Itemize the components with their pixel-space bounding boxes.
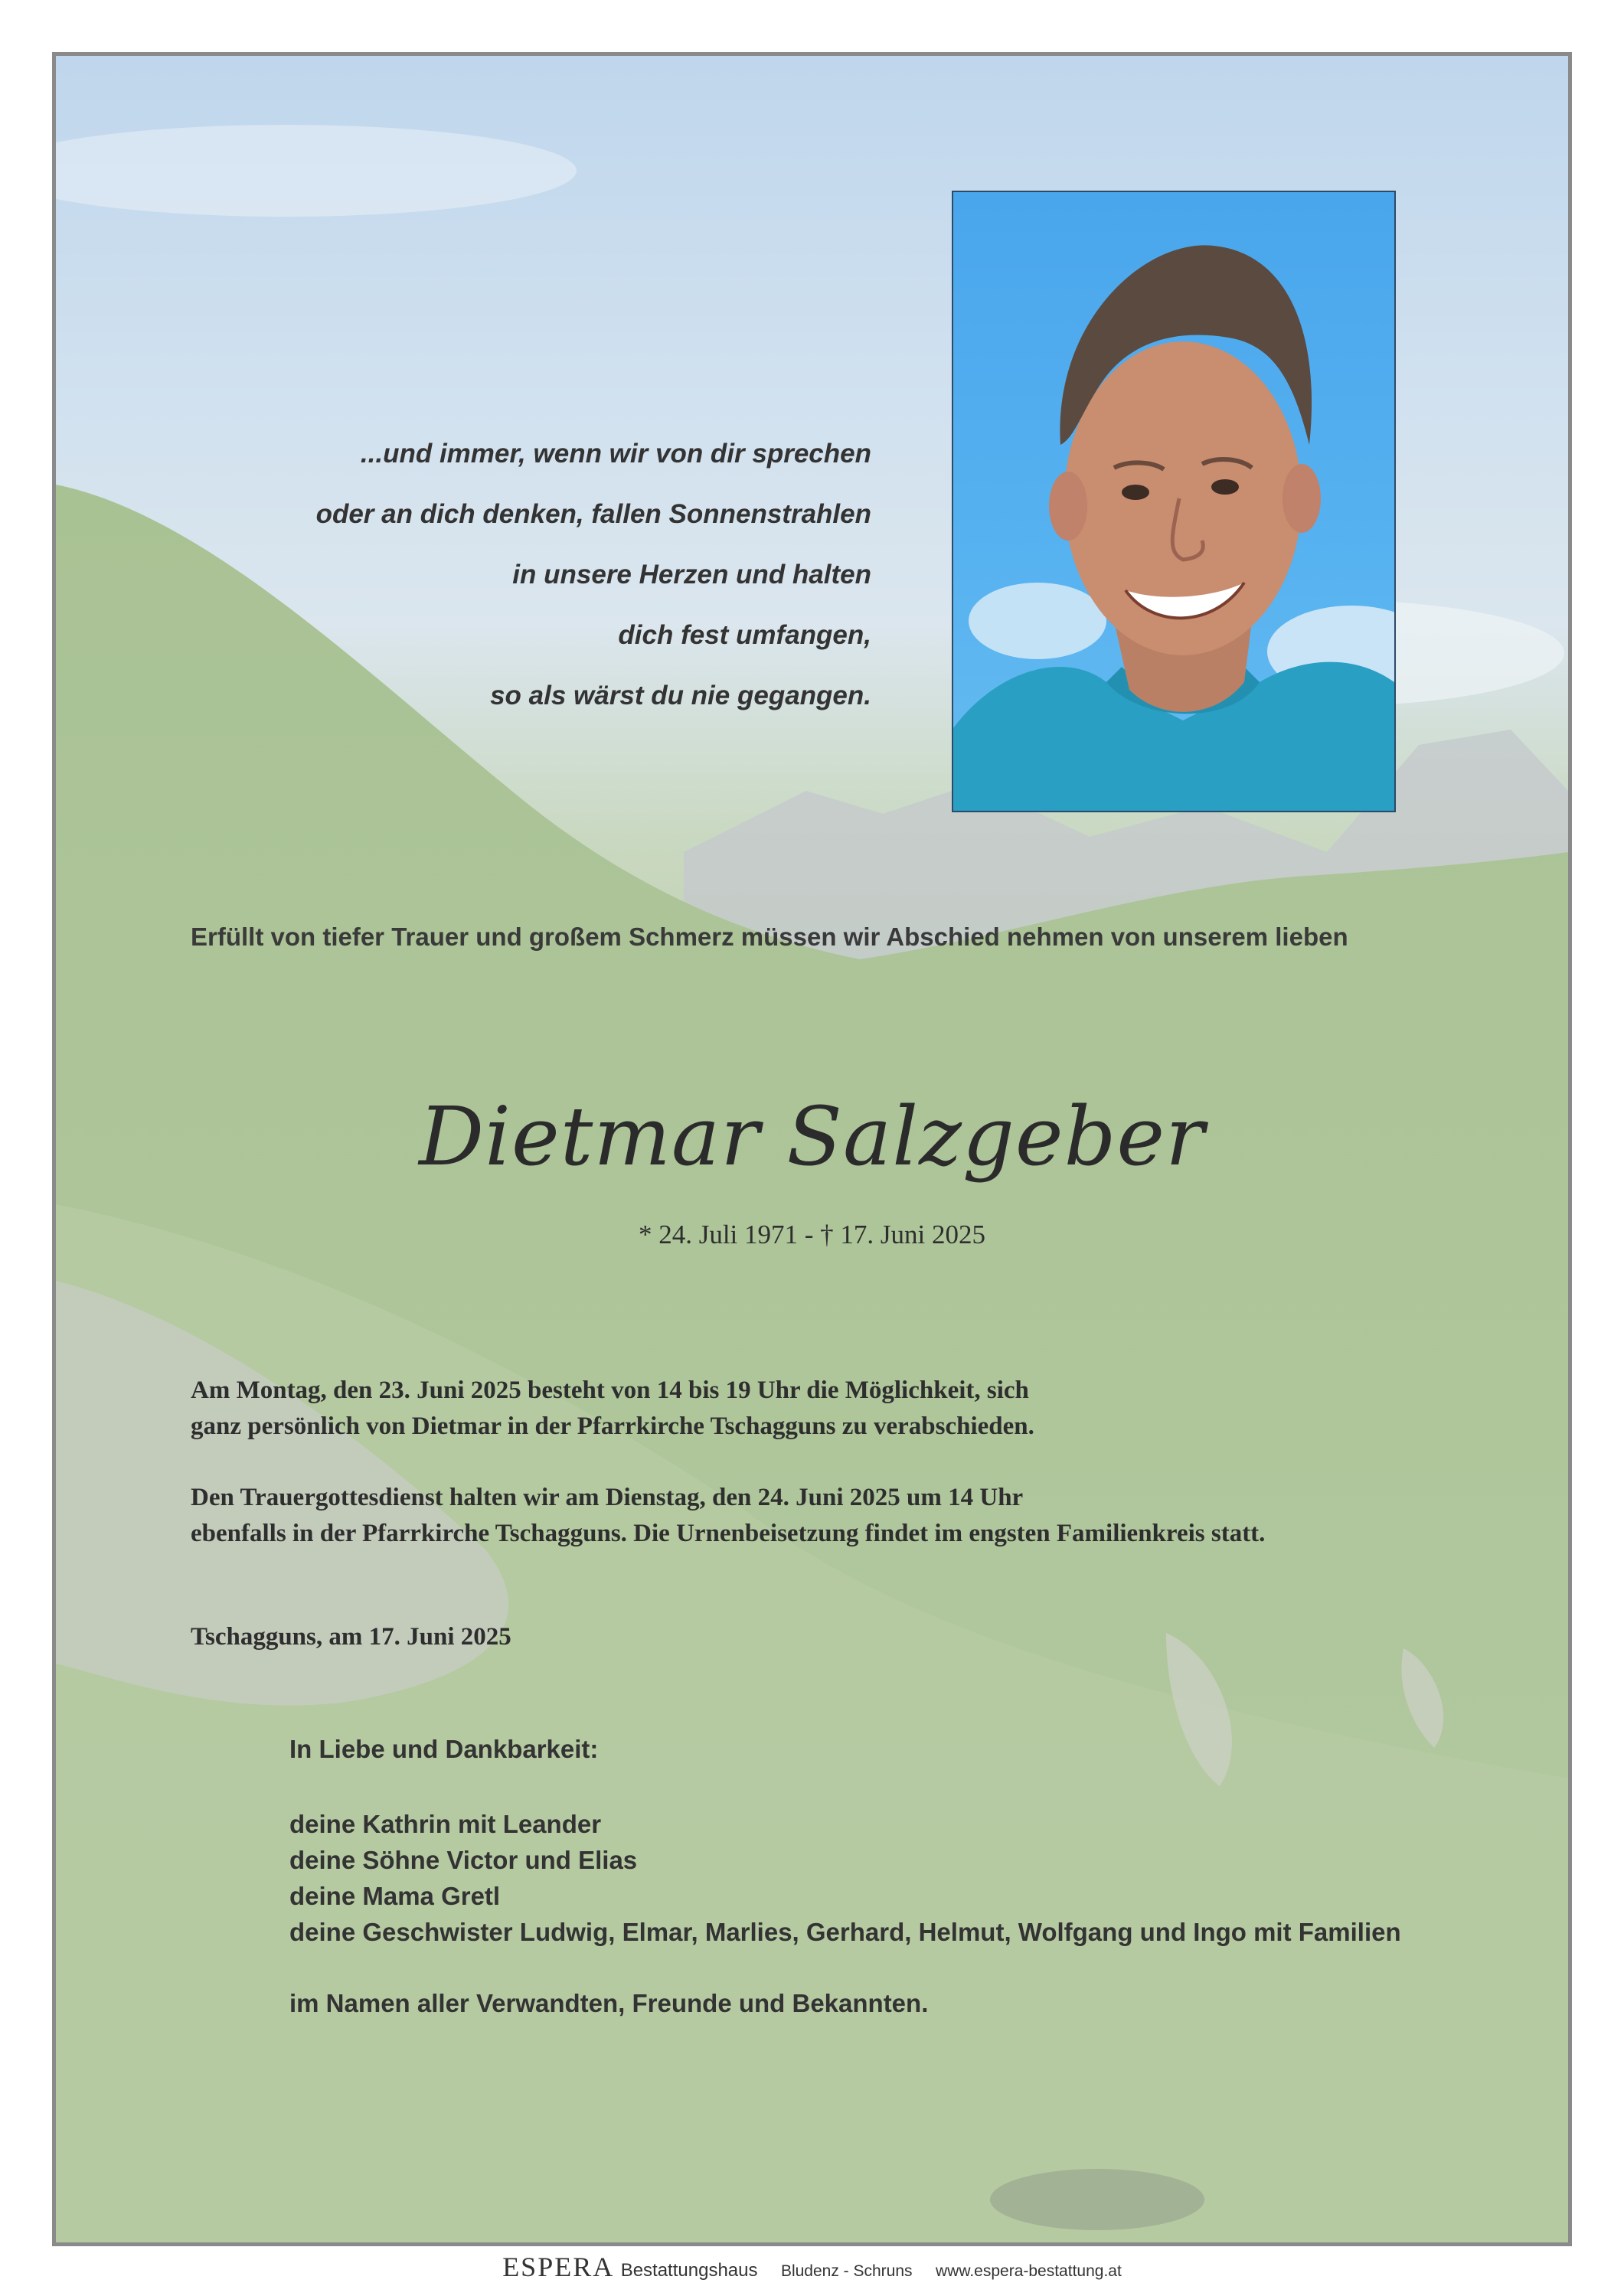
mourners-heading: [289, 1731, 1572, 1767]
funeral-home-brand: ESPERA: [502, 2252, 615, 2282]
visitation-paragraph: [191, 1373, 1569, 1445]
life-dates: * 24. Juli 1971 - † 17. Juni 2025: [638, 1220, 986, 1249]
poem-line: ...und immer, wenn wir von dir sprechen: [360, 439, 871, 469]
poem-line: oder an dich denken, fallen Sonnenstrahlen: [315, 499, 871, 529]
service-paragraph: [191, 1480, 1569, 1552]
funeral-home-website[interactable]: www.espera-bestattung.at: [935, 2262, 1122, 2280]
mourners-closing-text: im Namen aller Verwandten, Freunde und Bekannten.: [289, 1989, 929, 2017]
funeral-home-brand-suffix: Bestattungshaus: [620, 2260, 758, 2281]
place-date-text: Tschagguns, am 17. Juni 2025: [191, 1623, 511, 1651]
portrait-photo: [952, 191, 1396, 812]
poem-line: in unsere Herzen und halten: [512, 560, 871, 590]
deceased-name: Dietmar Salzgeber: [419, 1089, 1205, 1184]
mourner-entry: deine Mama Gretl: [289, 1882, 501, 1910]
mourners-closing: [289, 1985, 1572, 2021]
obituary-frame: [52, 52, 1572, 2246]
mourner-entry: deine Geschwister Ludwig, Elmar, Marlies, Gerhard, Helmut, Wolfgang und Ingo mit Familien: [289, 1918, 1401, 1946]
poem-line: dich fest umfangen,: [618, 620, 871, 650]
paragraph-line: ganz persönlich von Dietmar in der Pfarrkirche Tschagguns zu verabschieden.: [191, 1413, 1034, 1440]
mourner-entry: deine Kathrin mit Leander: [289, 1810, 602, 1838]
mourners-list: [289, 1806, 1572, 1950]
paragraph-line: Am Montag, den 23. Juni 2025 besteht von 14 bis 19 Uhr die Möglichkeit, sich: [191, 1377, 1029, 1404]
announcement-text: Erfüllt von tiefer Trauer und großem Schmerz müssen wir Abschied nehmen von unserem lieben: [191, 923, 1348, 951]
mourners-heading-text: In Liebe und Dankbarkeit:: [289, 1735, 599, 1763]
place-date: [191, 1619, 1569, 1655]
memorial-poem: [182, 423, 871, 726]
funeral-home-footer: [0, 2251, 1624, 2289]
portrait-illustration: [953, 192, 1394, 811]
funeral-home-locations: Bludenz - Schruns: [780, 2262, 913, 2280]
mourner-entry: deine Söhne Victor und Elias: [289, 1846, 638, 1874]
poem-line: so als wärst du nie gegangen.: [490, 681, 871, 710]
paragraph-line: Den Trauergottesdienst halten wir am Dienstag, den 24. Juni 2025 um 14 Uhr: [191, 1484, 1024, 1511]
paragraph-line: ebenfalls in der Pfarrkirche Tschagguns. Die Urnenbeisetzung findet im engsten Familienkreis statt.: [191, 1520, 1266, 1547]
